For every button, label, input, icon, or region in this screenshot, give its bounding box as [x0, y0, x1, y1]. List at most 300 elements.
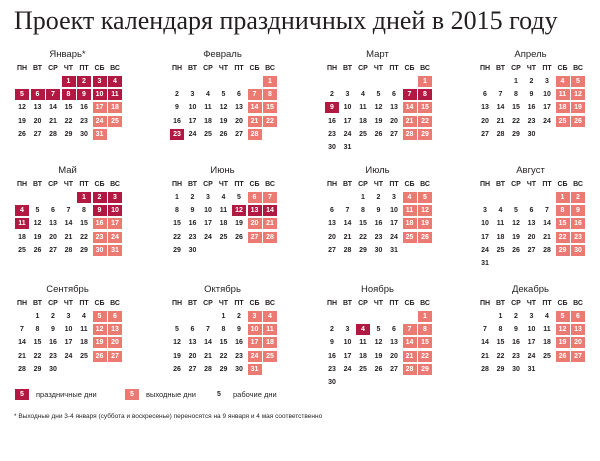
day-cell: 27: [248, 232, 262, 243]
day-cell: 29: [219, 365, 228, 373]
day-cell: 21: [543, 233, 551, 241]
weekday-label: ПН: [479, 65, 491, 72]
day-cell: 29: [418, 364, 432, 375]
day-cell: 30: [527, 130, 536, 138]
day-cell: 17: [188, 117, 197, 125]
day-cell: 21: [64, 233, 73, 241]
weekday-label: ЧТ: [373, 300, 384, 307]
weekday-label: ВТ: [32, 181, 43, 188]
day-cell: 2: [529, 78, 534, 85]
day-cell: 24: [188, 130, 197, 138]
day-cell: 25: [359, 365, 367, 373]
day-cell: 10: [108, 205, 122, 216]
legend-workday-swatch: 5: [212, 389, 226, 400]
day-cell: 12: [418, 205, 432, 216]
day-cell: 24: [390, 233, 398, 241]
day-cell: 12: [173, 339, 181, 347]
day-cell: 8: [175, 207, 179, 215]
day-cell: 21: [481, 352, 489, 360]
weekday-label: ВС: [573, 300, 583, 307]
day-cell: 14: [403, 337, 417, 348]
day-cell: 6: [190, 326, 195, 334]
day-cell: 12: [18, 104, 26, 112]
day-cell: 2: [571, 192, 585, 203]
day-cell: 1: [263, 76, 277, 87]
day-cell: 2: [330, 91, 334, 99]
day-cell: 30: [374, 246, 383, 254]
weekday-label: ЧТ: [218, 65, 229, 72]
day-cell: 13: [328, 220, 336, 228]
day-cell: 5: [418, 192, 432, 203]
weekday-label: ВС: [420, 65, 430, 72]
day-cell: 18: [80, 339, 88, 347]
day-cell: 15: [64, 104, 73, 112]
day-cell: 6: [483, 91, 487, 99]
day-cell: 11: [15, 218, 29, 229]
day-cell: 21: [496, 117, 505, 125]
day-cell: 18: [556, 102, 570, 113]
day-cell: 5: [376, 91, 381, 99]
weekday-label: ЧТ: [63, 65, 74, 72]
day-cell: 22: [64, 117, 73, 125]
legend-holiday-label: праздничные дни: [36, 390, 97, 399]
day-cell: 26: [219, 130, 228, 138]
day-cell: 11: [359, 104, 367, 112]
day-cell: 5: [35, 207, 40, 215]
weekday-label: ПТ: [389, 65, 399, 72]
weekday-label: ПТ: [234, 181, 244, 188]
weekday-label: ВС: [265, 181, 275, 188]
weekday-label: СБ: [249, 300, 260, 307]
day-cell: 19: [93, 337, 107, 348]
day-cell: 14: [248, 102, 262, 113]
day-cell: 7: [206, 326, 210, 334]
weekday-label: ВТ: [495, 300, 506, 307]
day-cell: 9: [175, 104, 179, 112]
weekday-label: ВС: [110, 300, 120, 307]
day-cell: 25: [496, 246, 505, 254]
day-cell: 2: [77, 76, 91, 87]
day-cell: 14: [481, 339, 489, 347]
day-cell: 1: [175, 194, 179, 201]
day-cell: 1: [514, 78, 518, 85]
day-cell: 8: [361, 207, 365, 215]
day-cell: 25: [108, 116, 122, 127]
day-cell: 4: [556, 76, 570, 87]
day-cell: 26: [571, 116, 585, 127]
day-cell: 17: [481, 233, 489, 241]
day-cell: 16: [328, 352, 336, 360]
day-cell: 2: [175, 91, 179, 99]
day-cell: 14: [18, 339, 26, 347]
weekday-label: ВС: [265, 300, 275, 307]
day-cell: 4: [206, 91, 210, 99]
day-cell: 18: [359, 117, 367, 125]
day-cell: 2: [376, 194, 381, 201]
day-cell: 6: [31, 89, 45, 100]
day-cell: 18: [403, 218, 417, 229]
month-name: Май: [58, 165, 77, 176]
weekday-label: ПТ: [79, 65, 89, 72]
day-cell: 23: [512, 352, 520, 360]
day-cell: 15: [418, 337, 432, 348]
day-cell: 8: [263, 89, 277, 100]
day-cell: 11: [359, 339, 367, 347]
day-cell: 29: [512, 130, 520, 138]
day-cell: 25: [359, 130, 367, 138]
day-cell: 31: [343, 144, 352, 151]
day-cell: 28: [403, 364, 417, 375]
day-cell: 14: [204, 339, 212, 347]
weekday-label: ПН: [479, 300, 491, 307]
day-cell: 27: [108, 351, 122, 362]
day-cell: 28: [496, 130, 505, 138]
day-cell: 19: [374, 352, 383, 360]
day-cell: 12: [93, 324, 107, 335]
day-cell: 6: [330, 207, 334, 215]
weekday-label: СР: [358, 300, 368, 307]
day-cell: 19: [374, 117, 383, 125]
day-cell: 20: [188, 352, 197, 360]
day-cell: 15: [219, 339, 228, 347]
day-cell: 28: [49, 130, 57, 138]
month-name: Июнь: [210, 165, 235, 176]
day-cell: 17: [204, 220, 212, 228]
day-cell: 31: [108, 245, 122, 256]
day-cell: 21: [248, 116, 262, 127]
month-name: Декабрь: [511, 284, 550, 295]
day-cell: 16: [49, 339, 57, 347]
day-cell: 28: [263, 232, 277, 243]
day-cell: 1: [498, 313, 503, 320]
weekday-label: ПН: [16, 65, 28, 72]
weekday-label: ПТ: [542, 65, 552, 72]
month-name: Январь*: [49, 49, 86, 60]
day-cell: 26: [235, 233, 243, 241]
day-cell: 12: [219, 104, 228, 112]
day-cell: 3: [345, 326, 350, 334]
day-cell: 20: [248, 218, 262, 229]
weekday-label: ПН: [326, 300, 338, 307]
weekday-label: ВТ: [495, 181, 506, 188]
day-cell: 2: [93, 192, 107, 203]
day-cell: 12: [571, 89, 585, 100]
day-cell: 7: [263, 192, 277, 203]
day-cell: 4: [356, 324, 370, 335]
day-cell: 19: [556, 337, 570, 348]
day-cell: 16: [93, 218, 107, 229]
weekday-label: ПТ: [389, 300, 399, 307]
weekday-label: СР: [358, 181, 368, 188]
day-cell: 25: [219, 233, 228, 241]
day-cell: 4: [82, 313, 86, 320]
day-cell: 17: [108, 218, 122, 229]
weekday-label: СР: [203, 65, 213, 72]
day-cell: 1: [62, 76, 76, 87]
weekday-label: СБ: [404, 65, 415, 72]
day-cell: 18: [204, 117, 212, 125]
day-cell: 28: [543, 246, 551, 254]
day-cell: 7: [66, 207, 71, 215]
day-cell: 5: [175, 326, 179, 334]
day-cell: 11: [403, 205, 417, 216]
day-cell: 10: [343, 104, 352, 112]
day-cell: 16: [374, 220, 383, 228]
day-cell: 31: [390, 246, 398, 254]
weekday-label: ПТ: [234, 65, 244, 72]
day-cell: 5: [221, 91, 226, 99]
day-cell: 20: [390, 117, 398, 125]
day-cell: 9: [571, 205, 585, 216]
day-cell: 26: [512, 246, 520, 254]
day-cell: 11: [556, 89, 570, 100]
day-cell: 8: [35, 326, 40, 334]
weekday-label: ПН: [326, 181, 338, 188]
day-cell: 18: [496, 233, 505, 241]
day-cell: 12: [556, 324, 570, 335]
month-name: Сентябрь: [46, 284, 89, 295]
day-cell: 7: [498, 91, 503, 99]
weekday-label: ВТ: [342, 300, 353, 307]
weekday-label: СБ: [249, 181, 260, 188]
weekday-label: ВТ: [187, 65, 198, 72]
day-cell: 4: [545, 313, 549, 320]
day-cell: 3: [93, 76, 107, 87]
day-cell: 10: [543, 91, 551, 99]
day-cell: 28: [204, 365, 212, 373]
weekday-label: ПТ: [389, 181, 399, 188]
day-cell: 5: [15, 89, 29, 100]
day-cell: 31: [481, 260, 489, 267]
day-cell: 31: [248, 364, 262, 375]
day-cell: 16: [173, 117, 181, 125]
day-cell: 27: [328, 246, 336, 254]
day-cell: 11: [496, 220, 505, 228]
day-cell: 13: [33, 104, 42, 112]
weekday-label: ВС: [420, 181, 430, 188]
weekday-label: ПН: [171, 181, 183, 188]
weekday-label: СР: [48, 181, 58, 188]
day-cell: 13: [108, 324, 122, 335]
day-cell: 23: [571, 232, 585, 243]
day-cell: 13: [527, 220, 536, 228]
day-cell: 20: [527, 233, 536, 241]
day-cell: 15: [512, 104, 520, 112]
day-cell: 9: [237, 326, 241, 334]
weekday-label: СБ: [94, 300, 105, 307]
day-cell: 9: [376, 207, 381, 215]
day-cell: 14: [543, 220, 551, 228]
weekday-label: СР: [203, 300, 213, 307]
day-cell: 30: [49, 365, 57, 373]
month-name: Октябрь: [204, 284, 241, 295]
day-cell: 5: [514, 207, 518, 215]
day-cell: 2: [330, 326, 334, 334]
day-cell: 29: [496, 365, 505, 373]
day-cell: 15: [418, 102, 432, 113]
day-cell: 8: [418, 324, 432, 335]
legend-weekend-label: выходные дни: [146, 390, 196, 399]
day-cell: 5: [93, 311, 107, 322]
day-cell: 11: [204, 104, 212, 112]
weekday-label: СБ: [557, 65, 568, 72]
day-cell: 24: [108, 232, 122, 243]
weekday-label: ВТ: [32, 300, 43, 307]
day-cell: 31: [93, 129, 107, 140]
day-cell: 1: [221, 313, 226, 320]
day-cell: 4: [263, 311, 277, 322]
day-cell: 23: [188, 233, 197, 241]
day-cell: 3: [108, 192, 122, 203]
month-name: Март: [366, 49, 389, 60]
day-cell: 26: [374, 365, 383, 373]
day-cell: 24: [343, 365, 352, 373]
day-cell: 9: [190, 207, 195, 215]
day-cell: 27: [571, 351, 585, 362]
day-cell: 2: [51, 313, 55, 320]
day-cell: 16: [235, 339, 243, 347]
day-cell: 8: [221, 326, 226, 334]
day-cell: 24: [248, 351, 262, 362]
day-cell: 11: [219, 207, 228, 215]
month-name: Апрель: [514, 49, 547, 60]
day-cell: 2: [514, 313, 518, 320]
day-cell: 1: [418, 76, 432, 87]
day-cell: 27: [33, 130, 42, 138]
weekday-label: СБ: [404, 300, 415, 307]
day-cell: 16: [188, 220, 197, 228]
day-cell: 20: [235, 117, 243, 125]
weekday-label: ВТ: [495, 65, 506, 72]
day-cell: 6: [237, 91, 241, 99]
day-cell: 24: [93, 116, 107, 127]
day-cell: 24: [481, 246, 489, 254]
day-cell: 7: [20, 326, 24, 334]
day-cell: 30: [328, 144, 336, 151]
day-cell: 22: [418, 351, 432, 362]
weekday-label: ВС: [110, 181, 120, 188]
day-cell: 25: [80, 352, 88, 360]
day-cell: 14: [49, 104, 57, 112]
day-cell: 12: [512, 220, 520, 228]
day-cell: 20: [108, 337, 122, 348]
day-cell: 16: [328, 117, 336, 125]
day-cell: 8: [514, 91, 518, 99]
day-cell: 22: [359, 233, 367, 241]
day-cell: 3: [345, 91, 350, 99]
day-cell: 10: [527, 326, 536, 334]
day-cell: 4: [498, 207, 503, 215]
day-cell: 15: [80, 220, 88, 228]
day-cell: 11: [108, 89, 122, 100]
day-cell: 27: [188, 365, 197, 373]
weekday-label: СБ: [249, 65, 260, 72]
day-cell: 6: [392, 91, 396, 99]
day-cell: 3: [483, 207, 487, 215]
day-cell: 13: [571, 324, 585, 335]
weekday-label: СР: [203, 181, 213, 188]
weekday-label: ПТ: [234, 300, 244, 307]
day-cell: 26: [418, 232, 432, 243]
day-cell: 15: [556, 218, 570, 229]
weekday-label: ВТ: [187, 181, 198, 188]
day-cell: 21: [263, 218, 277, 229]
day-cell: 15: [359, 220, 367, 228]
day-cell: 27: [390, 365, 398, 373]
month-name: Июль: [365, 165, 390, 176]
day-cell: 20: [481, 117, 489, 125]
day-cell: 23: [170, 129, 184, 140]
day-cell: 16: [80, 104, 88, 112]
day-cell: 7: [403, 89, 417, 100]
day-cell: 19: [219, 117, 228, 125]
day-cell: 21: [403, 351, 417, 362]
day-cell: 25: [543, 352, 551, 360]
weekday-label: ВТ: [342, 65, 353, 72]
day-cell: 13: [235, 104, 243, 112]
day-cell: 13: [481, 104, 489, 112]
day-cell: 22: [173, 233, 181, 241]
day-cell: 14: [263, 205, 277, 216]
weekday-label: ЧТ: [218, 181, 229, 188]
day-cell: 23: [80, 117, 88, 125]
day-cell: 18: [263, 337, 277, 348]
day-cell: 23: [93, 232, 107, 243]
day-cell: 15: [263, 102, 277, 113]
day-cell: 19: [512, 233, 520, 241]
day-cell: 15: [496, 339, 505, 347]
day-cell: 3: [190, 91, 195, 99]
day-cell: 17: [343, 352, 352, 360]
day-cell: 9: [325, 102, 339, 113]
day-cell: 25: [18, 246, 26, 254]
day-cell: 6: [51, 207, 55, 215]
day-cell: 10: [188, 104, 197, 112]
weekday-label: ЧТ: [373, 65, 384, 72]
day-cell: 27: [235, 130, 243, 138]
day-cell: 24: [64, 352, 73, 360]
day-cell: 7: [545, 207, 549, 215]
day-cell: 30: [235, 365, 243, 373]
day-cell: 21: [18, 352, 26, 360]
day-cell: 2: [190, 194, 195, 201]
day-cell: 30: [571, 245, 585, 256]
day-cell: 11: [80, 326, 88, 334]
day-cell: 22: [219, 352, 228, 360]
weekday-label: СР: [511, 181, 521, 188]
day-cell: 14: [343, 220, 352, 228]
day-cell: 11: [263, 324, 277, 335]
day-cell: 7: [483, 326, 487, 334]
day-cell: 15: [33, 339, 42, 347]
weekday-label: ВС: [420, 300, 430, 307]
weekday-label: СБ: [557, 300, 568, 307]
day-cell: 27: [390, 130, 398, 138]
day-cell: 20: [328, 233, 336, 241]
day-cell: 27: [49, 246, 57, 254]
day-cell: 20: [33, 117, 42, 125]
weekday-label: ЧТ: [63, 181, 74, 188]
weekday-label: ПТ: [542, 300, 552, 307]
day-cell: 17: [248, 337, 262, 348]
day-cell: 4: [221, 194, 226, 201]
weekday-label: ВТ: [32, 65, 43, 72]
weekday-label: ВТ: [342, 181, 353, 188]
day-cell: 14: [64, 220, 73, 228]
day-cell: 24: [204, 233, 212, 241]
day-cell: 27: [527, 246, 536, 254]
weekday-label: ПН: [16, 300, 28, 307]
